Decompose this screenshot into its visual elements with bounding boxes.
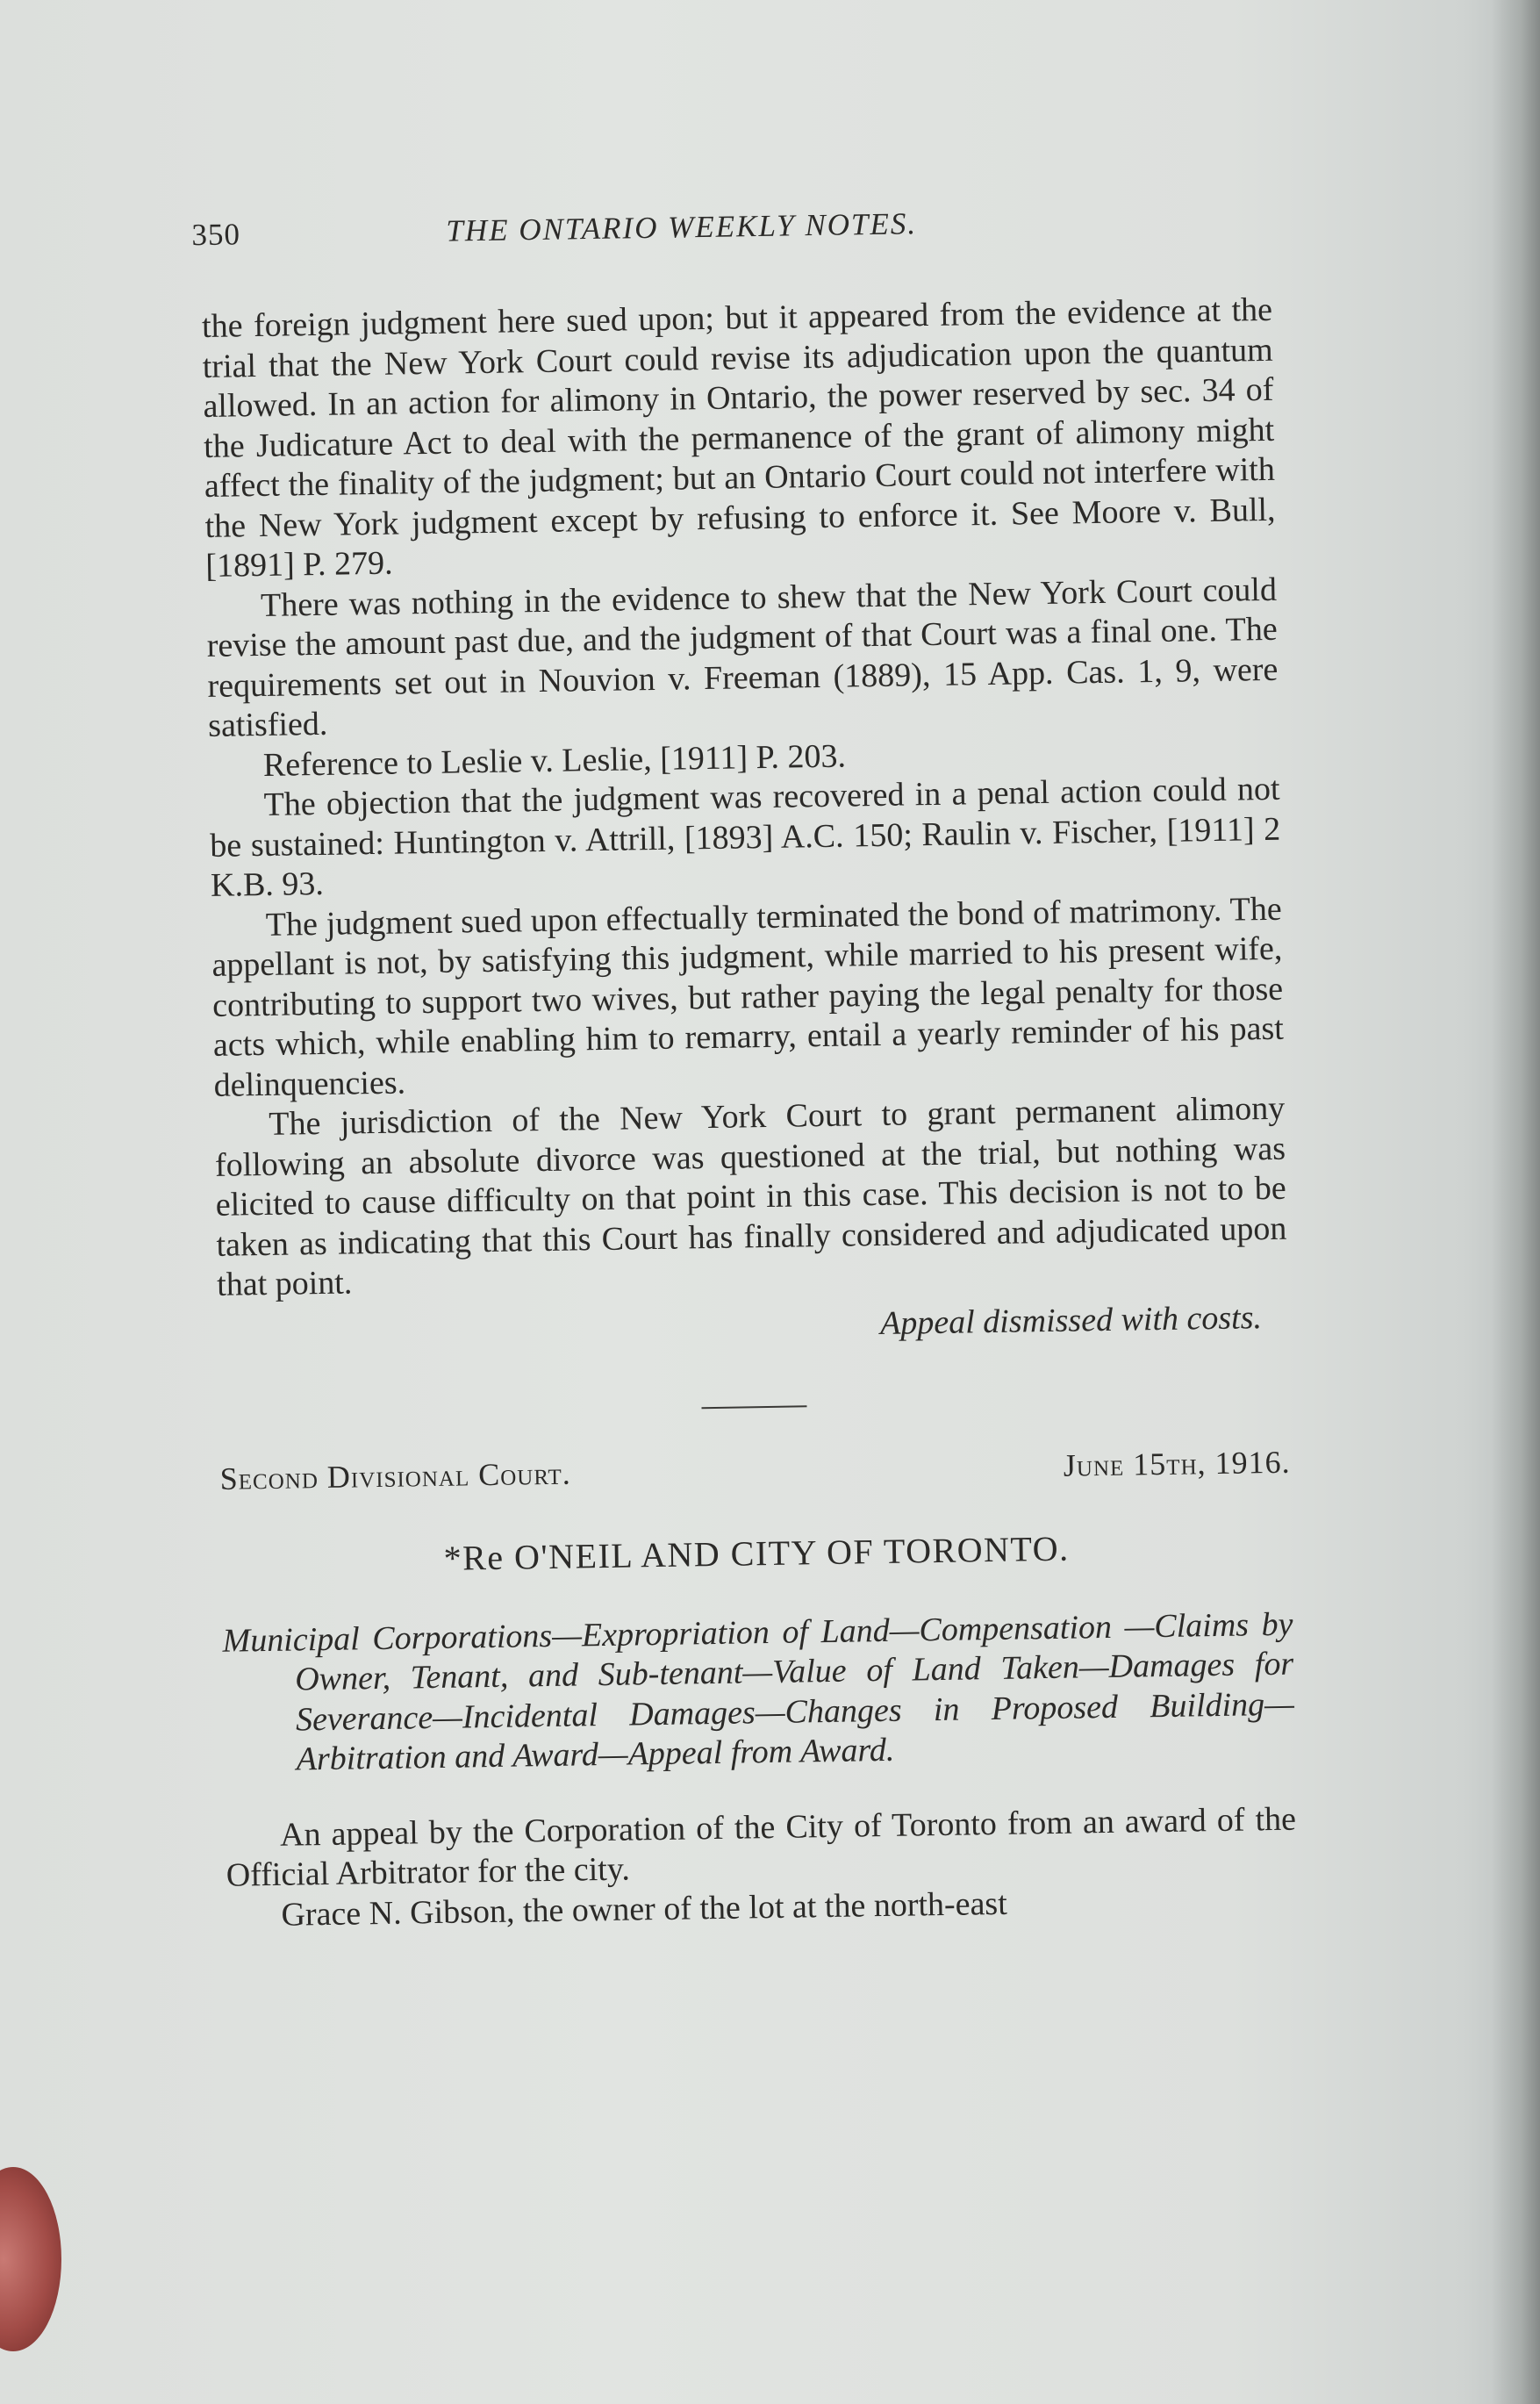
running-title: THE ONTARIO WEEKLY NOTES. bbox=[446, 206, 918, 248]
section-divider bbox=[701, 1405, 806, 1409]
headnote: Municipal Corporations—Expropriation of Land—Compensation —Claims by Owner, Tenant, and Sub-tenant—Value of Land Taken—Damages for Severance—Incidental Damages—Changes in Proposed Building—Arbitration and Award—Appeal from Award. bbox=[222, 1605, 1295, 1778]
paragraph: There was nothing in the evidence to shew that the New York Court could revise the amount past due, and the judgment of that Court was a final one. The requirements set out in Nouvion v. Freeman (1889), 15 App. Cas. 1, 9, were satisfied. bbox=[206, 571, 1279, 744]
thumb-image bbox=[0, 2167, 61, 2351]
paragraph: the foreign judgment here sued upon; but it appeared from the evidence at the trial that the New York Court could revise its adjudication upon the quantum allowed. In an action for alimony in Ontario, the power reserved by sec. 34 of the Judicature Act to deal with the permanence of the grant of alimony might affect the finality of the judgment; but an Ontario Court could not interfere with the New York judgment except by refusing to enforce it. See Moore v. Bull, [1891] P. 279. bbox=[201, 291, 1276, 585]
paragraph: The jurisdiction of the New York Court to grant permanent alimony following an absolute divorce was questioned at the trial, but nothing was elicited to cause difficulty on that point in this case. This decision is not to be taken as indicating that this Court has finally considered and adjudicated upon that point. bbox=[214, 1089, 1287, 1303]
page-header bbox=[191, 194, 1271, 263]
case-body bbox=[226, 1799, 1298, 1936]
court-date-line bbox=[219, 1443, 1291, 1496]
paragraph: Grace N. Gibson, the owner of the lot at the north-east bbox=[281, 1884, 1008, 1934]
case-title: *Re O'NEIL AND CITY OF TORONTO. bbox=[443, 1528, 1070, 1578]
body-text bbox=[202, 291, 1288, 1306]
paragraph: An appeal by the Corporation of the City of Toronto from an award of the Official Arbitrator for the city. bbox=[226, 1800, 1297, 1894]
disposition: Appeal dismissed with costs. bbox=[879, 1298, 1263, 1342]
text-column bbox=[191, 194, 1298, 1936]
paragraph: The objection that the judgment was recovered in a penal action could not be sustained: Huntington v. Attrill, [1893] A.C. 150; Raulin v. Fischer, [1911] 2 K.B. 93. bbox=[210, 770, 1281, 904]
paragraph: The judgment sued upon effectually terminated the bond of matrimony. The appellant is not, by satisfying this judgment, while married to his present wife, contributing to support two wives, but rather paying the legal penalty for those acts which, while enabling him to remarry, entail a yearly reminder of his past delinquencies. bbox=[211, 890, 1285, 1104]
paragraph: Reference to Leslie v. Leslie, [1911] P. 203. bbox=[262, 737, 847, 784]
court-name: Second Divisional Court. bbox=[219, 1455, 572, 1496]
page-edge-shadow bbox=[1492, 0, 1540, 2404]
decision-date: June 15th, 1916. bbox=[1063, 1444, 1291, 1483]
page-number: 350 bbox=[191, 217, 241, 253]
